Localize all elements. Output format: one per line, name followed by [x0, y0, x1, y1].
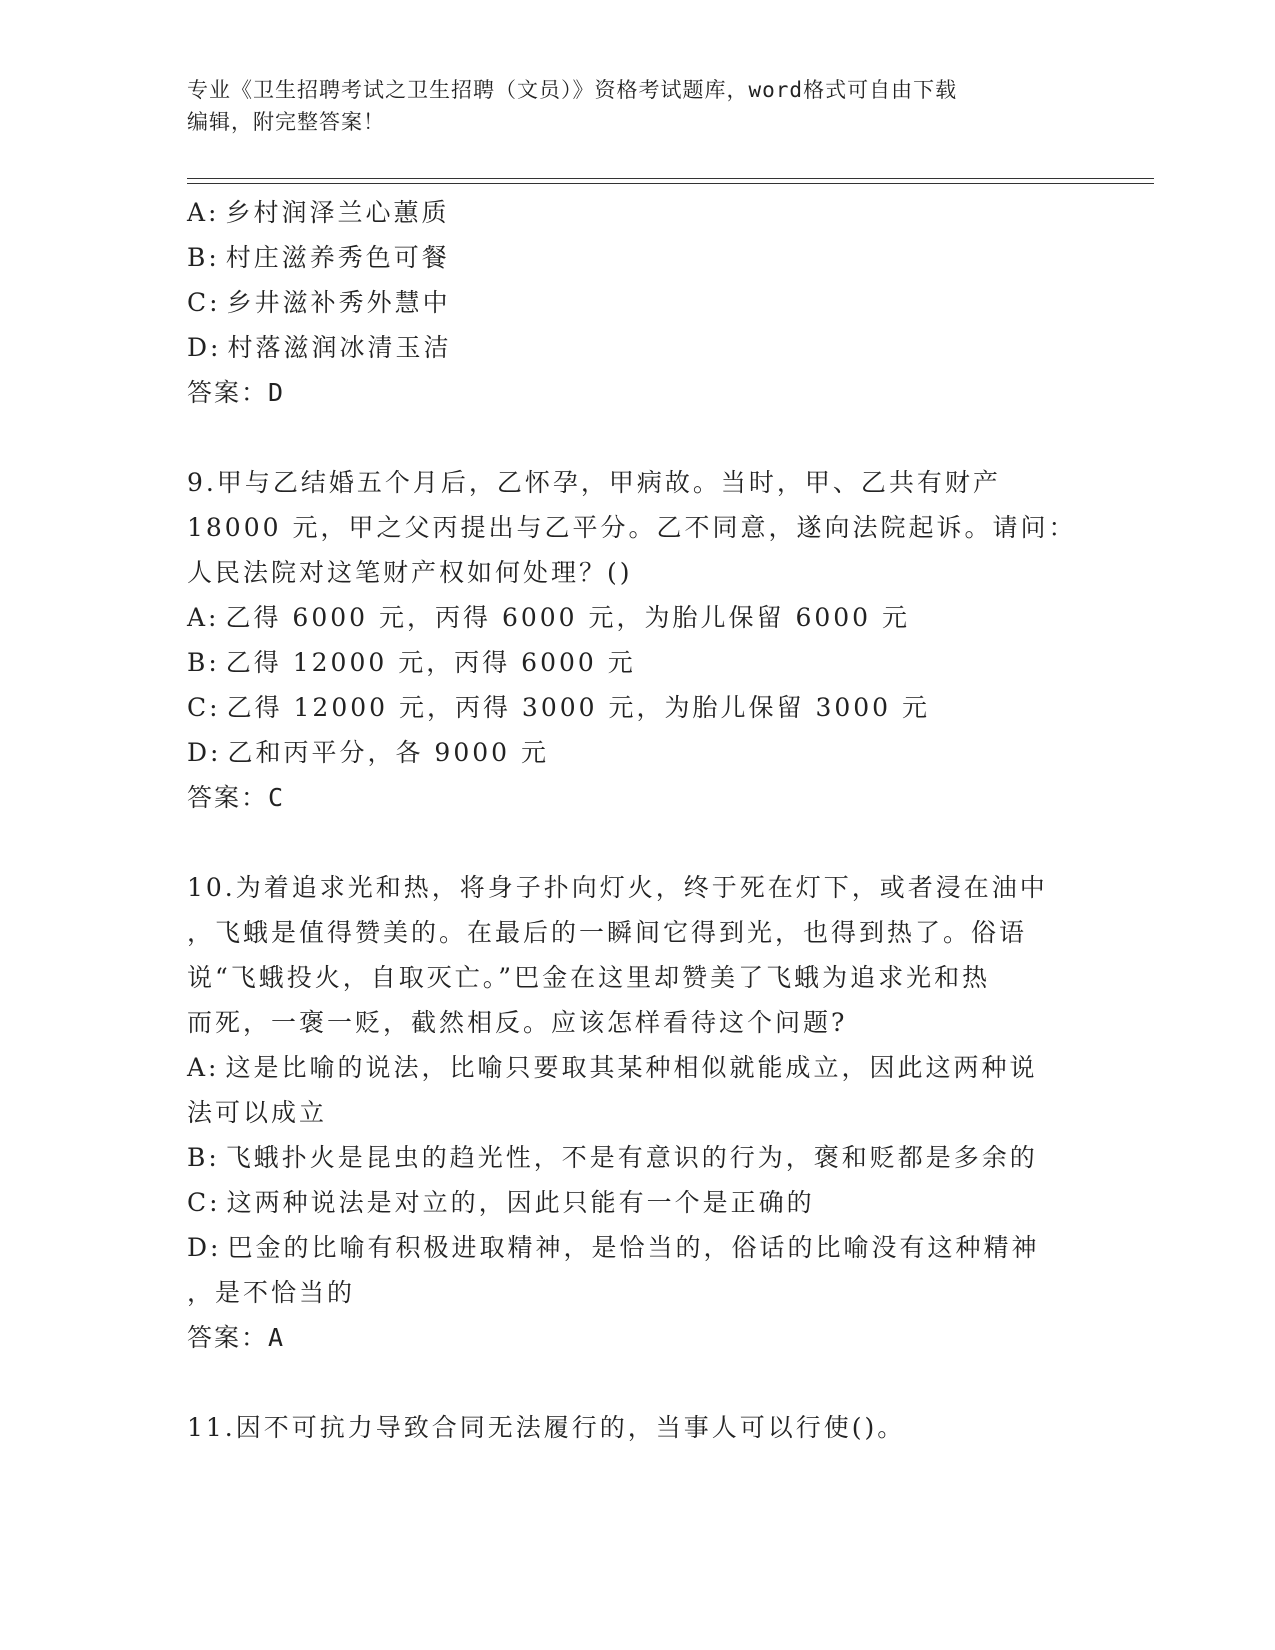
option-label: A: — [187, 1053, 220, 1082]
option-text: 乡村润泽兰心蕙质 — [225, 198, 450, 227]
option-d — [187, 1225, 1087, 1270]
option-label: C: — [187, 1188, 221, 1217]
option-a — [187, 190, 1087, 235]
answer-value: C — [268, 783, 286, 812]
option-label: B: — [187, 648, 220, 677]
option-label: A: — [187, 603, 220, 632]
header-line-2: 编辑，附完整答案！ — [187, 110, 385, 134]
option-d — [187, 730, 1087, 775]
option-a-continuation: 法可以成立 — [187, 1098, 328, 1127]
question-stem-line: 11.因不可抗力导致合同无法履行的，当事人可以行使()。 — [187, 1413, 906, 1442]
question-11 — [187, 1405, 1087, 1450]
question-stem-line: 10.为着追求光和热，将身子扑向灯火，终于死在灯下，或者浸在油中 — [187, 873, 1048, 902]
option-text: 乡井滋补秀外慧中 — [226, 288, 451, 317]
option-a — [187, 1045, 1087, 1090]
spacer — [187, 820, 1087, 865]
option-label: A: — [187, 198, 220, 227]
option-c — [187, 685, 1087, 730]
option-b — [187, 235, 1087, 280]
option-d — [187, 325, 1087, 370]
option-text: 村庄滋养秀色可餐 — [225, 243, 450, 272]
option-label: D: — [187, 1233, 222, 1262]
option-text: 村落滋润冰清玉洁 — [227, 333, 452, 362]
spacer — [187, 415, 1087, 460]
option-label: B: — [187, 243, 220, 272]
answer-label: 答案： — [187, 783, 269, 812]
option-label: C: — [187, 288, 221, 317]
question-content — [187, 190, 1087, 1450]
question-8 — [187, 190, 1087, 415]
option-c — [187, 280, 1087, 325]
question-stem-line: 说“飞蛾投火，自取灭亡。”巴金在这里却赞美了飞蛾为追求光和热 — [187, 963, 991, 992]
option-text: 乙得 6000 元，丙得 6000 元，为胎儿保留 6000 元 — [225, 603, 911, 632]
option-text: 乙得 12000 元，丙得 6000 元 — [225, 648, 636, 677]
option-a — [187, 595, 1087, 640]
option-label: B: — [187, 1143, 220, 1172]
option-label: C: — [187, 693, 221, 722]
question-stem-line: ，飞蛾是值得赞美的。在最后的一瞬间它得到光，也得到热了。俗语 — [187, 918, 1028, 947]
question-stem-line: 9.甲与乙结婚五个月后，乙怀孕，甲病故。当时，甲、乙共有财产 — [187, 468, 1001, 497]
header-divider-top — [187, 178, 1154, 179]
option-label: D: — [187, 333, 222, 362]
question-stem-line: 人民法院对这笔财产权如何处理？() — [187, 558, 633, 587]
header-line-1: 专业《卫生招聘考试之卫生招聘（文员）》资格考试题库，word格式可自由下载 — [187, 78, 958, 102]
option-text: 这两种说法是对立的，因此只能有一个是正确的 — [226, 1188, 815, 1217]
answer-value: A — [268, 1323, 286, 1352]
option-d-continuation: ，是不恰当的 — [187, 1278, 356, 1307]
question-stem-line: 18000 元，甲之父丙提出与乙平分。乙不同意，遂向法院起诉。请问： — [187, 513, 1077, 542]
option-text: 巴金的比喻有积极进取精神，是恰当的，俗话的比喻没有这种精神 — [227, 1233, 1040, 1262]
answer-value: D — [268, 378, 286, 407]
answer-label: 答案： — [187, 1323, 269, 1352]
answer-line — [187, 775, 1087, 820]
answer-label: 答案： — [187, 378, 269, 407]
option-b — [187, 640, 1087, 685]
option-b — [187, 1135, 1087, 1180]
answer-line — [187, 1315, 1087, 1360]
question-9 — [187, 460, 1087, 820]
answer-line — [187, 370, 1087, 415]
option-text: 这是比喻的说法，比喻只要取其某种相似就能成立，因此这两种说 — [225, 1053, 1038, 1082]
option-label: D: — [187, 738, 222, 767]
spacer — [187, 1360, 1087, 1405]
question-10 — [187, 865, 1087, 1360]
option-text: 乙得 12000 元，丙得 3000 元，为胎儿保留 3000 元 — [226, 693, 931, 722]
document-header — [187, 74, 1067, 138]
option-text: 飞蛾扑火是昆虫的趋光性，不是有意识的行为，褒和贬都是多余的 — [225, 1143, 1038, 1172]
header-divider-bottom — [187, 183, 1154, 184]
question-stem-line: 而死，一褒一贬，截然相反。应该怎样看待这个问题? — [187, 1008, 848, 1037]
option-c — [187, 1180, 1087, 1225]
option-text: 乙和丙平分，各 9000 元 — [227, 738, 549, 767]
